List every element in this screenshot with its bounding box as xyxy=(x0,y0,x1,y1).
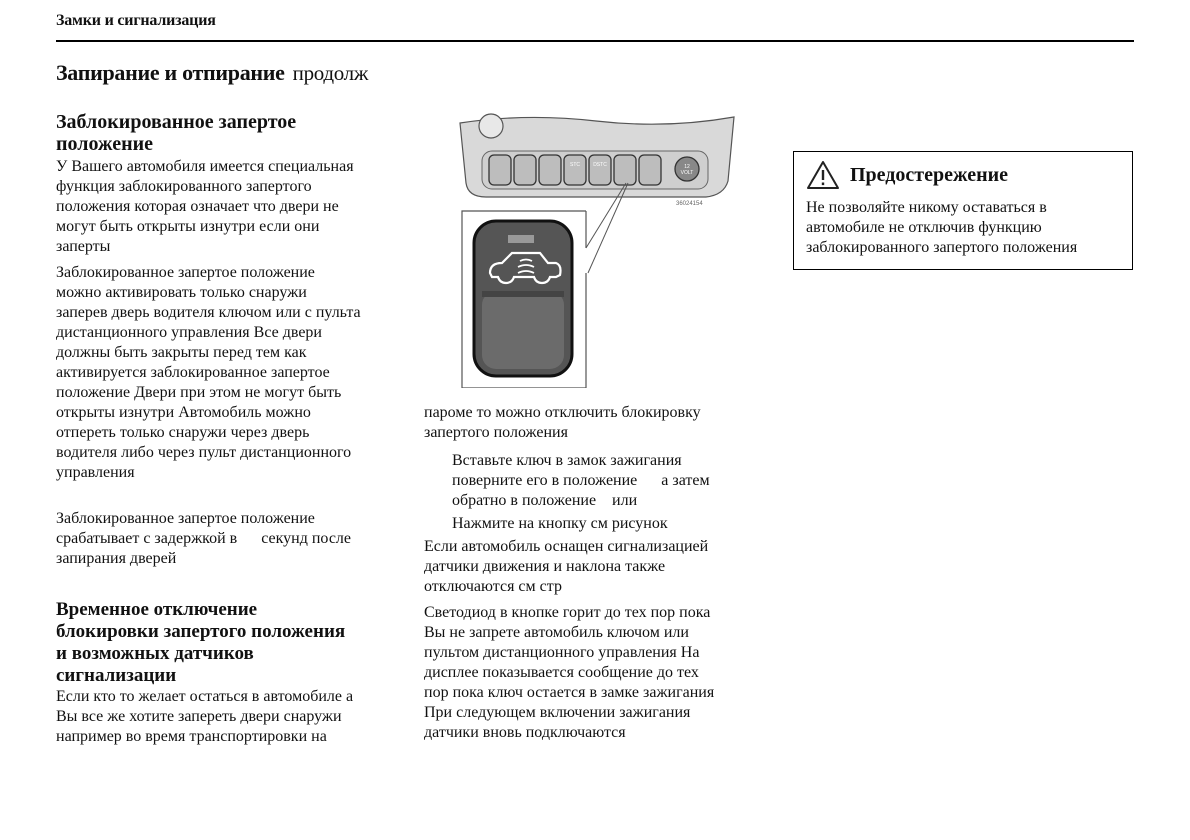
dashboard-buttons-figure xyxy=(456,113,736,388)
heading-line: Временное отключение xyxy=(56,599,258,620)
page-title xyxy=(56,60,368,86)
text-line: управления xyxy=(56,464,135,481)
text-line: поверните его в положение а затем xyxy=(452,472,710,489)
text-line: Не позволяйте никому оставаться в xyxy=(806,199,1047,216)
text-line: Нажмите на кнопку см рисунок xyxy=(452,515,668,532)
text-line: Если автомобиль оснащен сигнализацией xyxy=(424,538,709,555)
text-line: Вставьте ключ в замок зажигания xyxy=(452,452,682,469)
heading-line: положение xyxy=(56,133,154,155)
heading-line: и возможных датчиков xyxy=(56,643,254,664)
warning-triangle-icon xyxy=(806,160,840,190)
svg-text:STC: STC xyxy=(570,162,580,168)
warning-box xyxy=(793,151,1133,270)
text-line: пароме то можно отключить блокировку xyxy=(424,404,701,421)
text-line: заблокированного запертого положения xyxy=(806,239,1078,256)
text-line: активируется заблокированное запертое xyxy=(56,364,330,381)
header-divider xyxy=(56,40,1134,42)
text-line: открыты изнутри Автомобиль можно xyxy=(56,404,311,421)
svg-text:DSTC: DSTC xyxy=(593,162,607,168)
text-line: обратно в положение или xyxy=(452,492,638,509)
step-2 xyxy=(424,514,764,534)
text-line: Светодиод в кнопке горит до тех пор пока xyxy=(424,604,711,621)
paragraph xyxy=(424,603,764,743)
page-title-main: Запирание и отпирание xyxy=(56,60,285,85)
heading-line: Заблокированное запертое xyxy=(56,111,297,133)
page-title-continued: продолж xyxy=(292,61,369,85)
text-line: Вы не запрете автомобиль ключом или xyxy=(424,624,689,641)
paragraph xyxy=(424,537,764,597)
paragraph xyxy=(56,263,401,483)
text-line: Если кто то желает остаться в автомобиле а xyxy=(56,688,354,705)
dashboard-illustration xyxy=(456,113,736,388)
text-line: запертого положения xyxy=(424,424,568,441)
text-line: срабатывает с задержкой в секунд после xyxy=(56,530,352,547)
text-line: датчики движения и наклона также xyxy=(424,558,666,575)
paragraph xyxy=(56,489,401,569)
svg-text:VOLT: VOLT xyxy=(680,170,694,176)
text-line: Вы все же хотите запереть двери снаружи xyxy=(56,708,342,725)
section-header: Замки и сигнализация xyxy=(56,12,216,29)
text-line: Заблокированное запертое положение xyxy=(56,510,315,527)
text-line: пультом дистанционного управления На xyxy=(424,644,700,661)
text-line: положения которая означает что двери не xyxy=(56,198,339,215)
text-line: можно активировать только снаружи xyxy=(56,284,307,301)
warning-title-text: Предостережение xyxy=(850,163,1009,186)
warning-title xyxy=(806,160,1120,190)
text-line: функция заблокированного запертого xyxy=(56,178,312,195)
text-line: заперты xyxy=(56,238,111,255)
column-left xyxy=(56,111,401,753)
svg-text:12: 12 xyxy=(684,164,690,170)
text-line: положение Двери при этом не могут быть xyxy=(56,384,342,401)
text-line: датчики вновь подключаются xyxy=(424,724,626,741)
text-line: водителя либо через пульт дистанционного xyxy=(56,444,352,461)
text-line: например во время транспортировки на xyxy=(56,728,327,745)
text-line: пор пока ключ остается в замке зажигания xyxy=(424,684,715,701)
text-line: отпереть только снаружи через дверь xyxy=(56,424,310,441)
heading-temporary-disable xyxy=(56,599,401,687)
heading-line: блокировки запертого положения xyxy=(56,621,346,642)
figure-code: 36024154 xyxy=(676,201,703,207)
text-line: автомобиле не отключив функцию xyxy=(806,219,1042,236)
text-line: У Вашего автомобиля имеется специальная xyxy=(56,158,354,175)
paragraph xyxy=(56,687,401,747)
heading-line: сигнализации xyxy=(56,665,177,686)
text-line: дистанционного управления Все двери xyxy=(56,324,322,341)
text-line: дисплее показывается сообщение до тех xyxy=(424,664,699,681)
column-middle xyxy=(424,403,764,749)
text-line: При следующем включении зажигания xyxy=(424,704,691,721)
text-line: отключаются см стр xyxy=(424,578,562,595)
warning-text xyxy=(806,198,1120,258)
text-line: заперев дверь водителя ключом или с пульта xyxy=(56,304,361,321)
step-1 xyxy=(424,451,764,511)
text-line: могут быть открыты изнутри если они xyxy=(56,218,320,235)
text-line: запирания дверей xyxy=(56,550,177,567)
paragraph xyxy=(424,403,764,443)
paragraph xyxy=(56,157,401,257)
text-line: Заблокированное запертое положение xyxy=(56,264,315,281)
heading-locked-position xyxy=(56,111,401,155)
text-line: должны быть закрыты перед тем как xyxy=(56,344,307,361)
